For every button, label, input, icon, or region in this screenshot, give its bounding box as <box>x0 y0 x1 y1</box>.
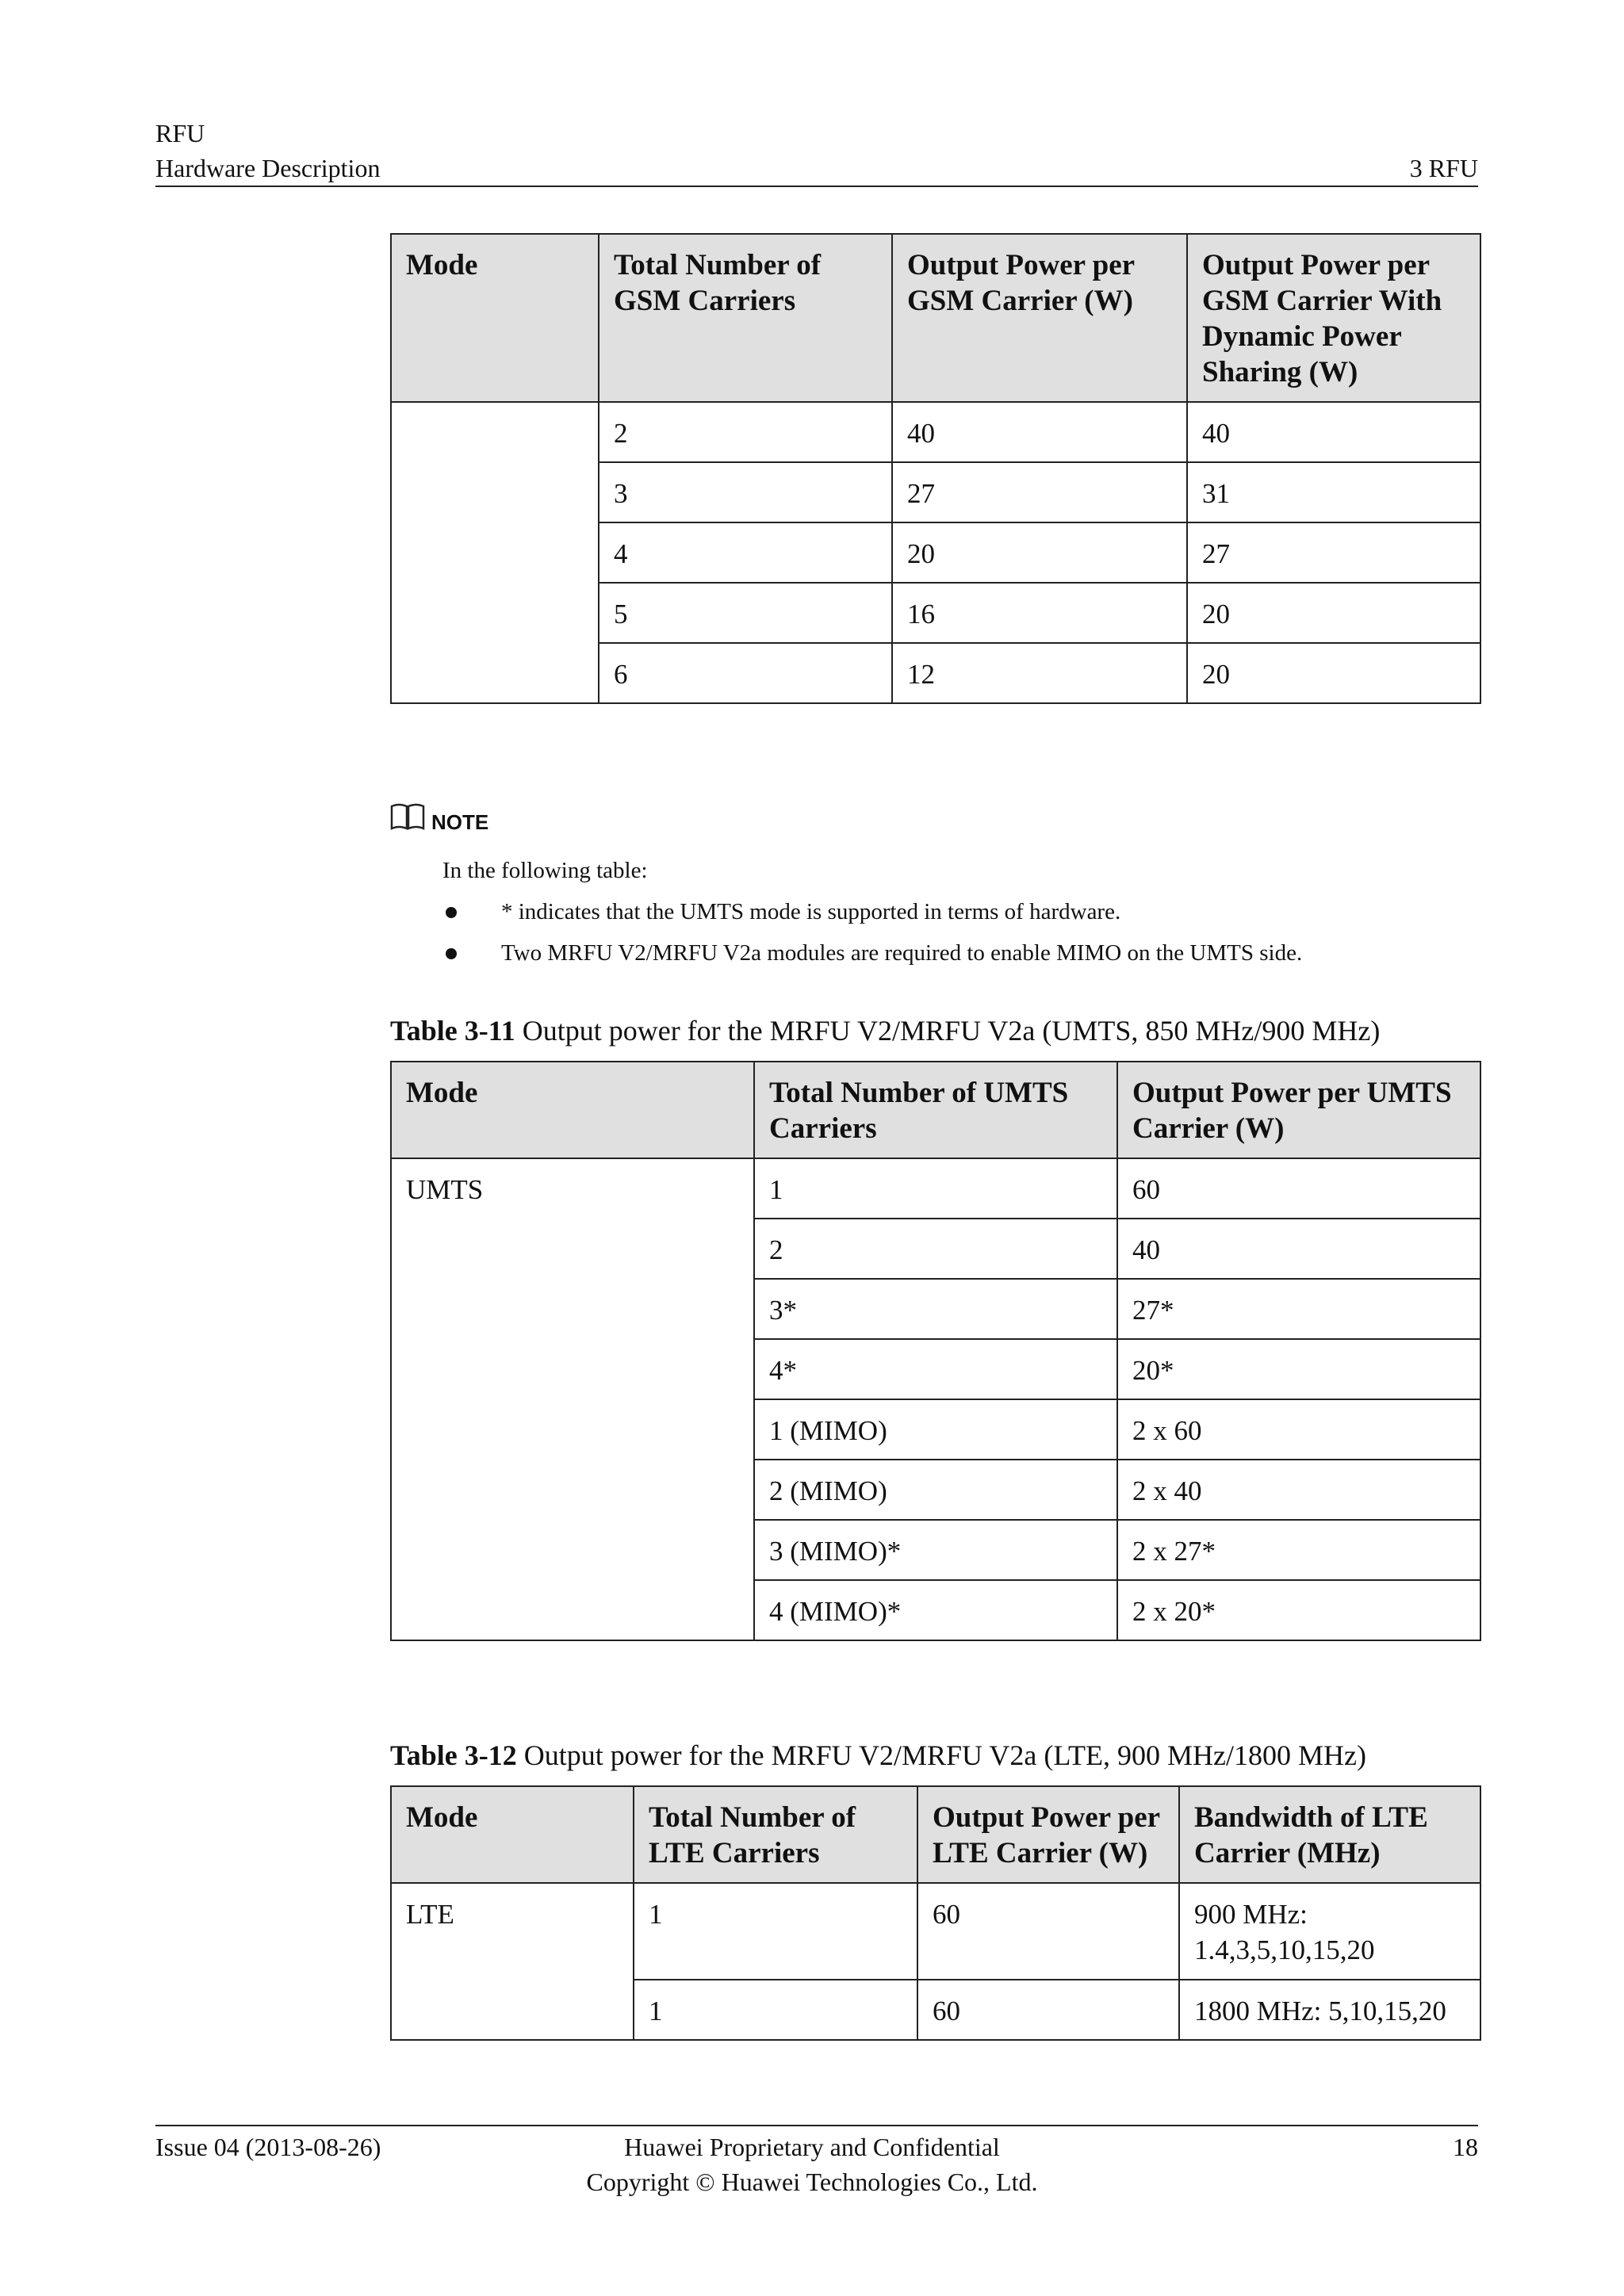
col-header-total-carriers: Total Number of GSM Carriers <box>599 234 892 402</box>
note-item: Two MRFU V2/MRFU V2a modules are required to enable MIMO on the UMTS side. <box>501 940 1303 966</box>
table-cell: 27 <box>1187 522 1480 583</box>
caption-number: Table 3-11 <box>390 1015 515 1047</box>
note-label: NOTE <box>431 810 489 834</box>
mode-cell: LTE <box>391 1883 634 2040</box>
table-cell: 40 <box>1187 402 1480 462</box>
table-cell: 16 <box>892 583 1187 643</box>
footer-confidential: Huawei Proprietary and Confidential <box>624 2133 1000 2161</box>
footer-issue: Issue 04 (2013-08-26) <box>155 2133 381 2161</box>
footer-rule <box>155 2125 1478 2126</box>
col-header-total-carriers: Total Number of LTE Carriers <box>634 1786 917 1883</box>
table-cell: 20 <box>1187 643 1480 703</box>
table-cell: 2 (MIMO) <box>754 1460 1117 1520</box>
table-cell: 2 x 40 <box>1117 1460 1480 1520</box>
gsm-output-power-table <box>390 233 1481 704</box>
umts-output-power-table <box>390 1061 1481 1641</box>
col-header-dynamic-power: Output Power per GSM Carrier With Dynamic Power Sharing (W) <box>1187 234 1480 402</box>
table-cell: 1 <box>634 1980 917 2040</box>
table-cell: 27 <box>892 462 1187 522</box>
col-header-mode: Mode <box>391 234 599 402</box>
table-cell: 12 <box>892 643 1187 703</box>
col-header-total-carriers: Total Number of UMTS Carriers <box>754 1062 1117 1158</box>
table-cell: 2 x 27* <box>1117 1520 1480 1580</box>
footer-page-number: 18 <box>1453 2133 1478 2161</box>
table-cell: 1800 MHz: 5,10,15,20 <box>1179 1980 1480 2040</box>
table-cell: 1 <box>754 1158 1117 1219</box>
lte-output-power-table <box>390 1785 1481 2041</box>
table-cell: 4* <box>754 1339 1117 1399</box>
table-cell: 1 (MIMO) <box>754 1399 1117 1460</box>
table-row <box>391 1883 1480 1980</box>
col-header-mode: Mode <box>391 1786 634 1883</box>
caption-text: Output power for the MRFU V2/MRFU V2a (UMTS, 850 MHz/900 MHz) <box>522 1015 1381 1047</box>
col-header-output-power: Output Power per UMTS Carrier (W) <box>1117 1062 1480 1158</box>
table-cell: 900 MHz: 1.4,3,5,10,15,20 <box>1179 1883 1480 1980</box>
note-intro: In the following table: <box>442 858 648 883</box>
caption-text: Output power for the MRFU V2/MRFU V2a (LTE, 900 MHz/1800 MHz) <box>523 1739 1367 1771</box>
col-header-mode: Mode <box>391 1062 754 1158</box>
table-cell: 4 (MIMO)* <box>754 1580 1117 1640</box>
mode-cell <box>391 402 599 703</box>
table-cell: 2 x 20* <box>1117 1580 1480 1640</box>
table-cell: 20 <box>1187 583 1480 643</box>
bullet-icon <box>446 948 457 959</box>
table-row <box>391 402 1480 462</box>
table-cell: 27* <box>1117 1279 1480 1339</box>
table-cell: 1 <box>634 1883 917 1980</box>
note-item: * indicates that the UMTS mode is supported in terms of hardware. <box>501 899 1121 924</box>
table-header-row <box>391 1786 1480 1883</box>
caption-number: Table 3-12 <box>390 1739 517 1771</box>
table-cell: 3 (MIMO)* <box>754 1520 1117 1580</box>
table-cell: 2 <box>754 1219 1117 1279</box>
table-cell: 60 <box>917 1883 1179 1980</box>
table-row <box>391 1158 1480 1219</box>
table-cell: 2 <box>599 402 892 462</box>
table-cell: 5 <box>599 583 892 643</box>
table-header-row <box>391 1062 1480 1158</box>
table-header-row <box>391 234 1480 402</box>
table-cell: 3* <box>754 1279 1117 1339</box>
table-cell: 40 <box>1117 1219 1480 1279</box>
col-header-bandwidth: Bandwidth of LTE Carrier (MHz) <box>1179 1786 1480 1883</box>
header-rule <box>155 186 1478 187</box>
table-cell: 4 <box>599 522 892 583</box>
table-cell: 2 x 60 <box>1117 1399 1480 1460</box>
header-product: RFU <box>155 119 205 147</box>
table-cell: 60 <box>917 1980 1179 2040</box>
table-cell: 60 <box>1117 1158 1480 1219</box>
table-cell: 20* <box>1117 1339 1480 1399</box>
mode-cell: UMTS <box>391 1158 754 1640</box>
table-cell: 3 <box>599 462 892 522</box>
table-cell: 6 <box>599 643 892 703</box>
book-icon <box>390 802 425 831</box>
table-3-12-caption <box>390 1738 1366 1773</box>
header-chapter: 3 RFU <box>1409 154 1478 182</box>
bullet-icon <box>446 907 457 918</box>
table-cell: 40 <box>892 402 1187 462</box>
table-cell: 20 <box>892 522 1187 583</box>
col-header-output-power: Output Power per GSM Carrier (W) <box>892 234 1187 402</box>
table-cell: 31 <box>1187 462 1480 522</box>
col-header-output-power: Output Power per LTE Carrier (W) <box>917 1786 1179 1883</box>
header-doc-title: Hardware Description <box>155 154 381 182</box>
footer-copyright: Copyright © Huawei Technologies Co., Ltd. <box>586 2168 1038 2196</box>
table-3-11-caption <box>390 1013 1380 1048</box>
